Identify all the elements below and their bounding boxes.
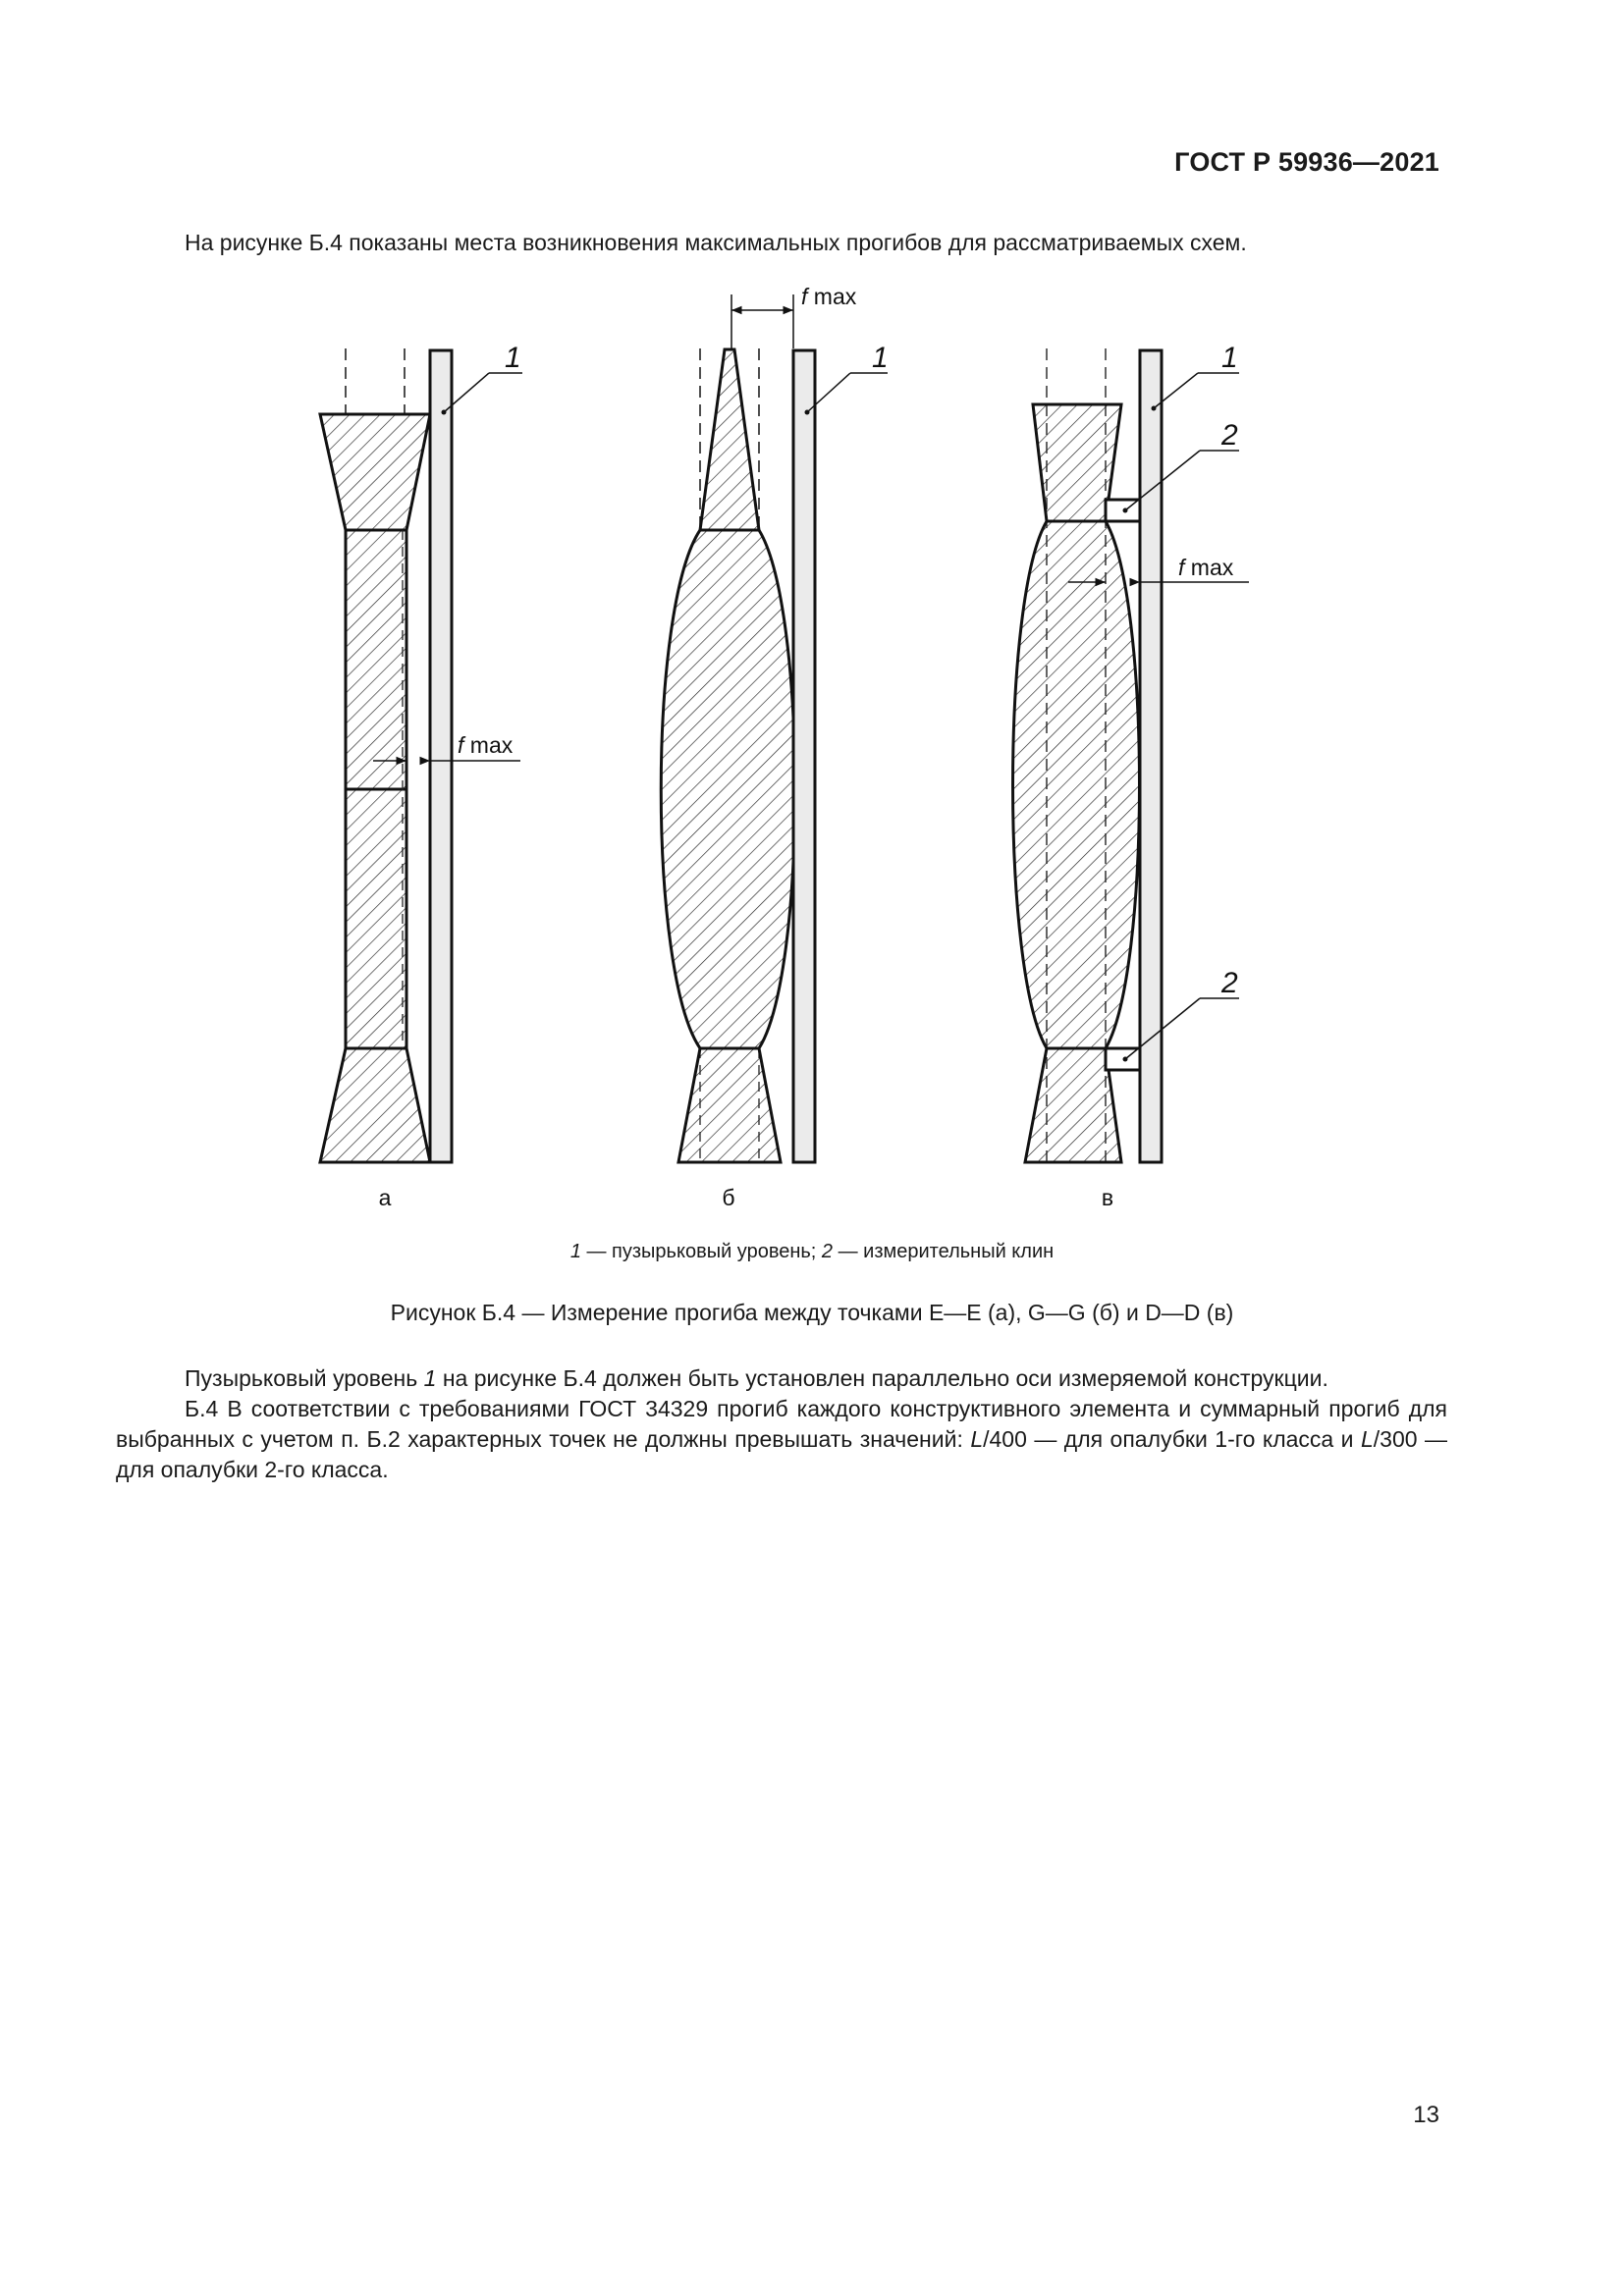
standard-header: ГОСТ Р 59936—2021	[1174, 147, 1439, 177]
sublabel-b: б	[722, 1185, 735, 1210]
fmax-label-a: f	[458, 732, 464, 758]
scheme-b	[661, 284, 888, 1210]
sublabel-v: в	[1101, 1185, 1114, 1210]
svg-text:f max: f max	[458, 732, 514, 758]
callout-1-v: 1	[1221, 342, 1238, 374]
svg-text:f max: f max	[801, 284, 857, 309]
figure-legend: 1 — пузырьковый уровень; 2 — измерительный клин	[569, 1241, 1055, 1262]
fmax-label-b: f	[801, 284, 808, 309]
sublabel-a: а	[378, 1185, 392, 1210]
page-number: 13	[1413, 2102, 1439, 2128]
scheme-a	[320, 342, 522, 1210]
svg-text:f max: f max	[1178, 555, 1234, 580]
callout-2-bottom: 2	[1221, 967, 1238, 999]
callout-1-a: 1	[505, 342, 521, 374]
intro-paragraph: На рисунке Б.4 показаны места возникновения максимальных прогибов для рассматриваемых схем.	[185, 230, 1247, 255]
figure-caption: Рисунок Б.4 — Измерение прогиба между точками E—E (а), G—G (б) и D—D (в)	[390, 1300, 1234, 1325]
scheme-v	[1013, 342, 1250, 1210]
fmax-label-v: f	[1178, 555, 1185, 580]
paragraph-level-note: Пузырьковый уровень 1 на рисунке Б.4 должен быть установлен параллельно оси измеряемой конструкции.	[185, 1365, 1328, 1391]
callout-2-top: 2	[1221, 419, 1238, 452]
callout-1-b: 1	[872, 342, 889, 374]
paragraph-b4: Б.4 В соответствии с требованиями ГОСТ 34329 прогиб каждого конструктивного элемента и суммарный прогиб для выбранных с учетом п. Б.2 характерных точек не должны превышать значений: L/400 — для опалубки 1-го класса и L/300 — для опалубки 2-го класса.	[116, 1396, 1448, 1482]
